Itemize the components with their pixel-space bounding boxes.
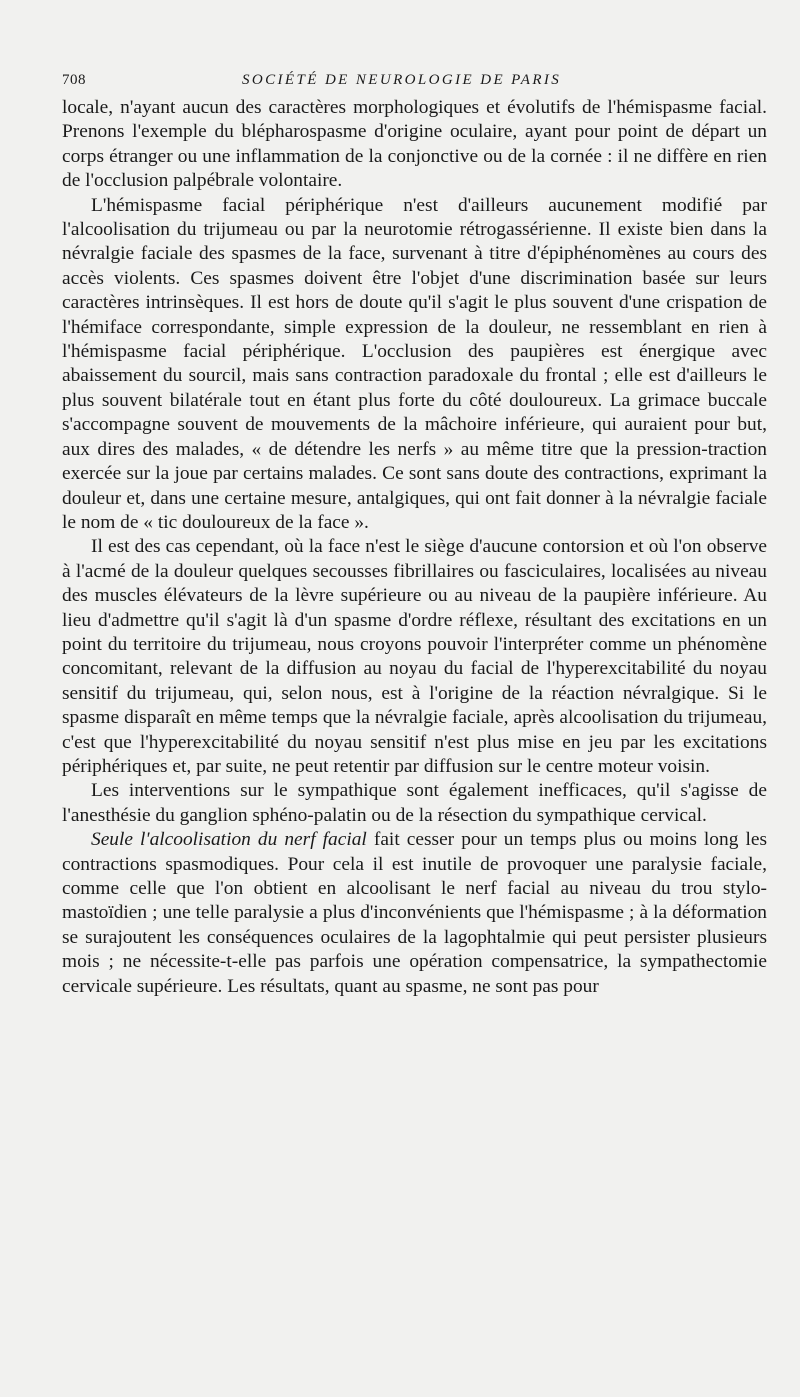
running-title: SOCIÉTÉ DE NEUROLOGIE DE PARIS (242, 72, 562, 88)
paragraph-text: L'hémispasme facial périphérique n'est d'ailleurs aucunement modifié par l'alcoolisation du trijumeau ou par la neurotomie rétrogassérienne. Il existe bien dans la névralgie faciale des spasmes de la face, survenant à titre d'épiphénomènes au cours des accès violents. Ces spasmes doivent être l'objet d'une discrimination basée sur leurs caractères intrinsèques. Il est hors de doute qu'il s'agit le plus souvent d'une crispation de l'hémiface correspondante, simple expression de la douleur, ne ressemblant en rien à l'hémispasme facial périphérique. L'occlusion des paupières est énergique avec abaissement du sourcil, mais sans contraction paradoxale du frontal ; elle est d'ailleurs le plus souvent bilatérale tout en étant plus forte du côté douloureux. La grimace buccale s'accompagne souvent de mouvements de la mâchoire inférieure, qui auraient pour but, aux dires des malades, « de détendre les nerfs » au même titre que la pression-traction exercée sur la joue par certains malades. Ce sont sans doute des contractions, exprimant la douleur et, dans une certaine mesure, antalgiques, qui ont fait donner à la névralgie faciale le nom de « tic douloureux de la face ». (62, 194, 767, 533)
paragraph-text: locale, n'ayant aucun des caractères morphologiques et évolutifs de l'hémispasme facial. Prenons l'exemple du blépharospasme d'origine oculaire, ayant pour point de départ un corps étranger ou une inflammation de la conjonctive ou de la cornée : il ne diffère en rien de l'occlusion palpébrale volontaire. (62, 97, 767, 192)
italic-phrase: Seule l'alcoolisation du nerf facial (91, 829, 367, 851)
page-header (62, 72, 762, 96)
paragraph (62, 828, 767, 999)
paragraph (62, 779, 767, 828)
paragraph (62, 194, 767, 536)
body-text (62, 96, 767, 999)
paragraph-text: fait cesser pour un temps plus ou moins long les contractions spasmodiques. Pour cela il est inutile de provoquer une paralysie faciale, comme celle que l'on obtient en alcoolisant le nerf facial au niveau du trou stylo-mastoïdien ; une telle paralysie a plus d'inconvénients que l'hémispasme ; à la déformation se surajoutent les conséquences oculaires de la lagophtalmie qui peut persister plusieurs mois ; ne nécessite-t-elle pas parfois une opération compensatrice, la sympathectomie cervicale supérieure. Les résultats, quant au spasme, ne sont pas pour (62, 829, 767, 997)
paragraph-text: Il est des cas cependant, où la face n'est le siège d'aucune contorsion et où l'on observe à l'acmé de la douleur quelques secousses fibrillaires ou fasciculaires, localisées au niveau des muscles élévateurs de la lèvre supérieure ou au niveau de la paupière inférieure. Au lieu d'admettre qu'il s'agit là d'un spasme d'ordre réflexe, résultant des excitations en un point du territoire du trijumeau, nous croyons pouvoir l'interpréter comme un phénomène concomitant, relevant de la diffusion au noyau du facial de l'hyperexcitabilité du noyau sensitif du trijumeau, qui, selon nous, est à l'origine de la réaction névralgique. Si le spasme disparaît en même temps que la névralgie faciale, après alcoolisation du trijumeau, c'est que l'hyperexcitabilité du noyau sensitif n'est plus mise en jeu par les excitations périphériques et, par suite, ne peut retentir par diffusion sur le centre moteur voisin. (62, 536, 767, 777)
page-number: 708 (62, 72, 86, 88)
paragraph-text: Les interventions sur le sympathique sont également inefficaces, qu'il s'agisse de l'anesthésie du ganglion sphéno-palatin ou de la résection du sympathique cervical. (62, 780, 767, 826)
paragraph (62, 96, 767, 194)
paragraph (62, 535, 767, 779)
